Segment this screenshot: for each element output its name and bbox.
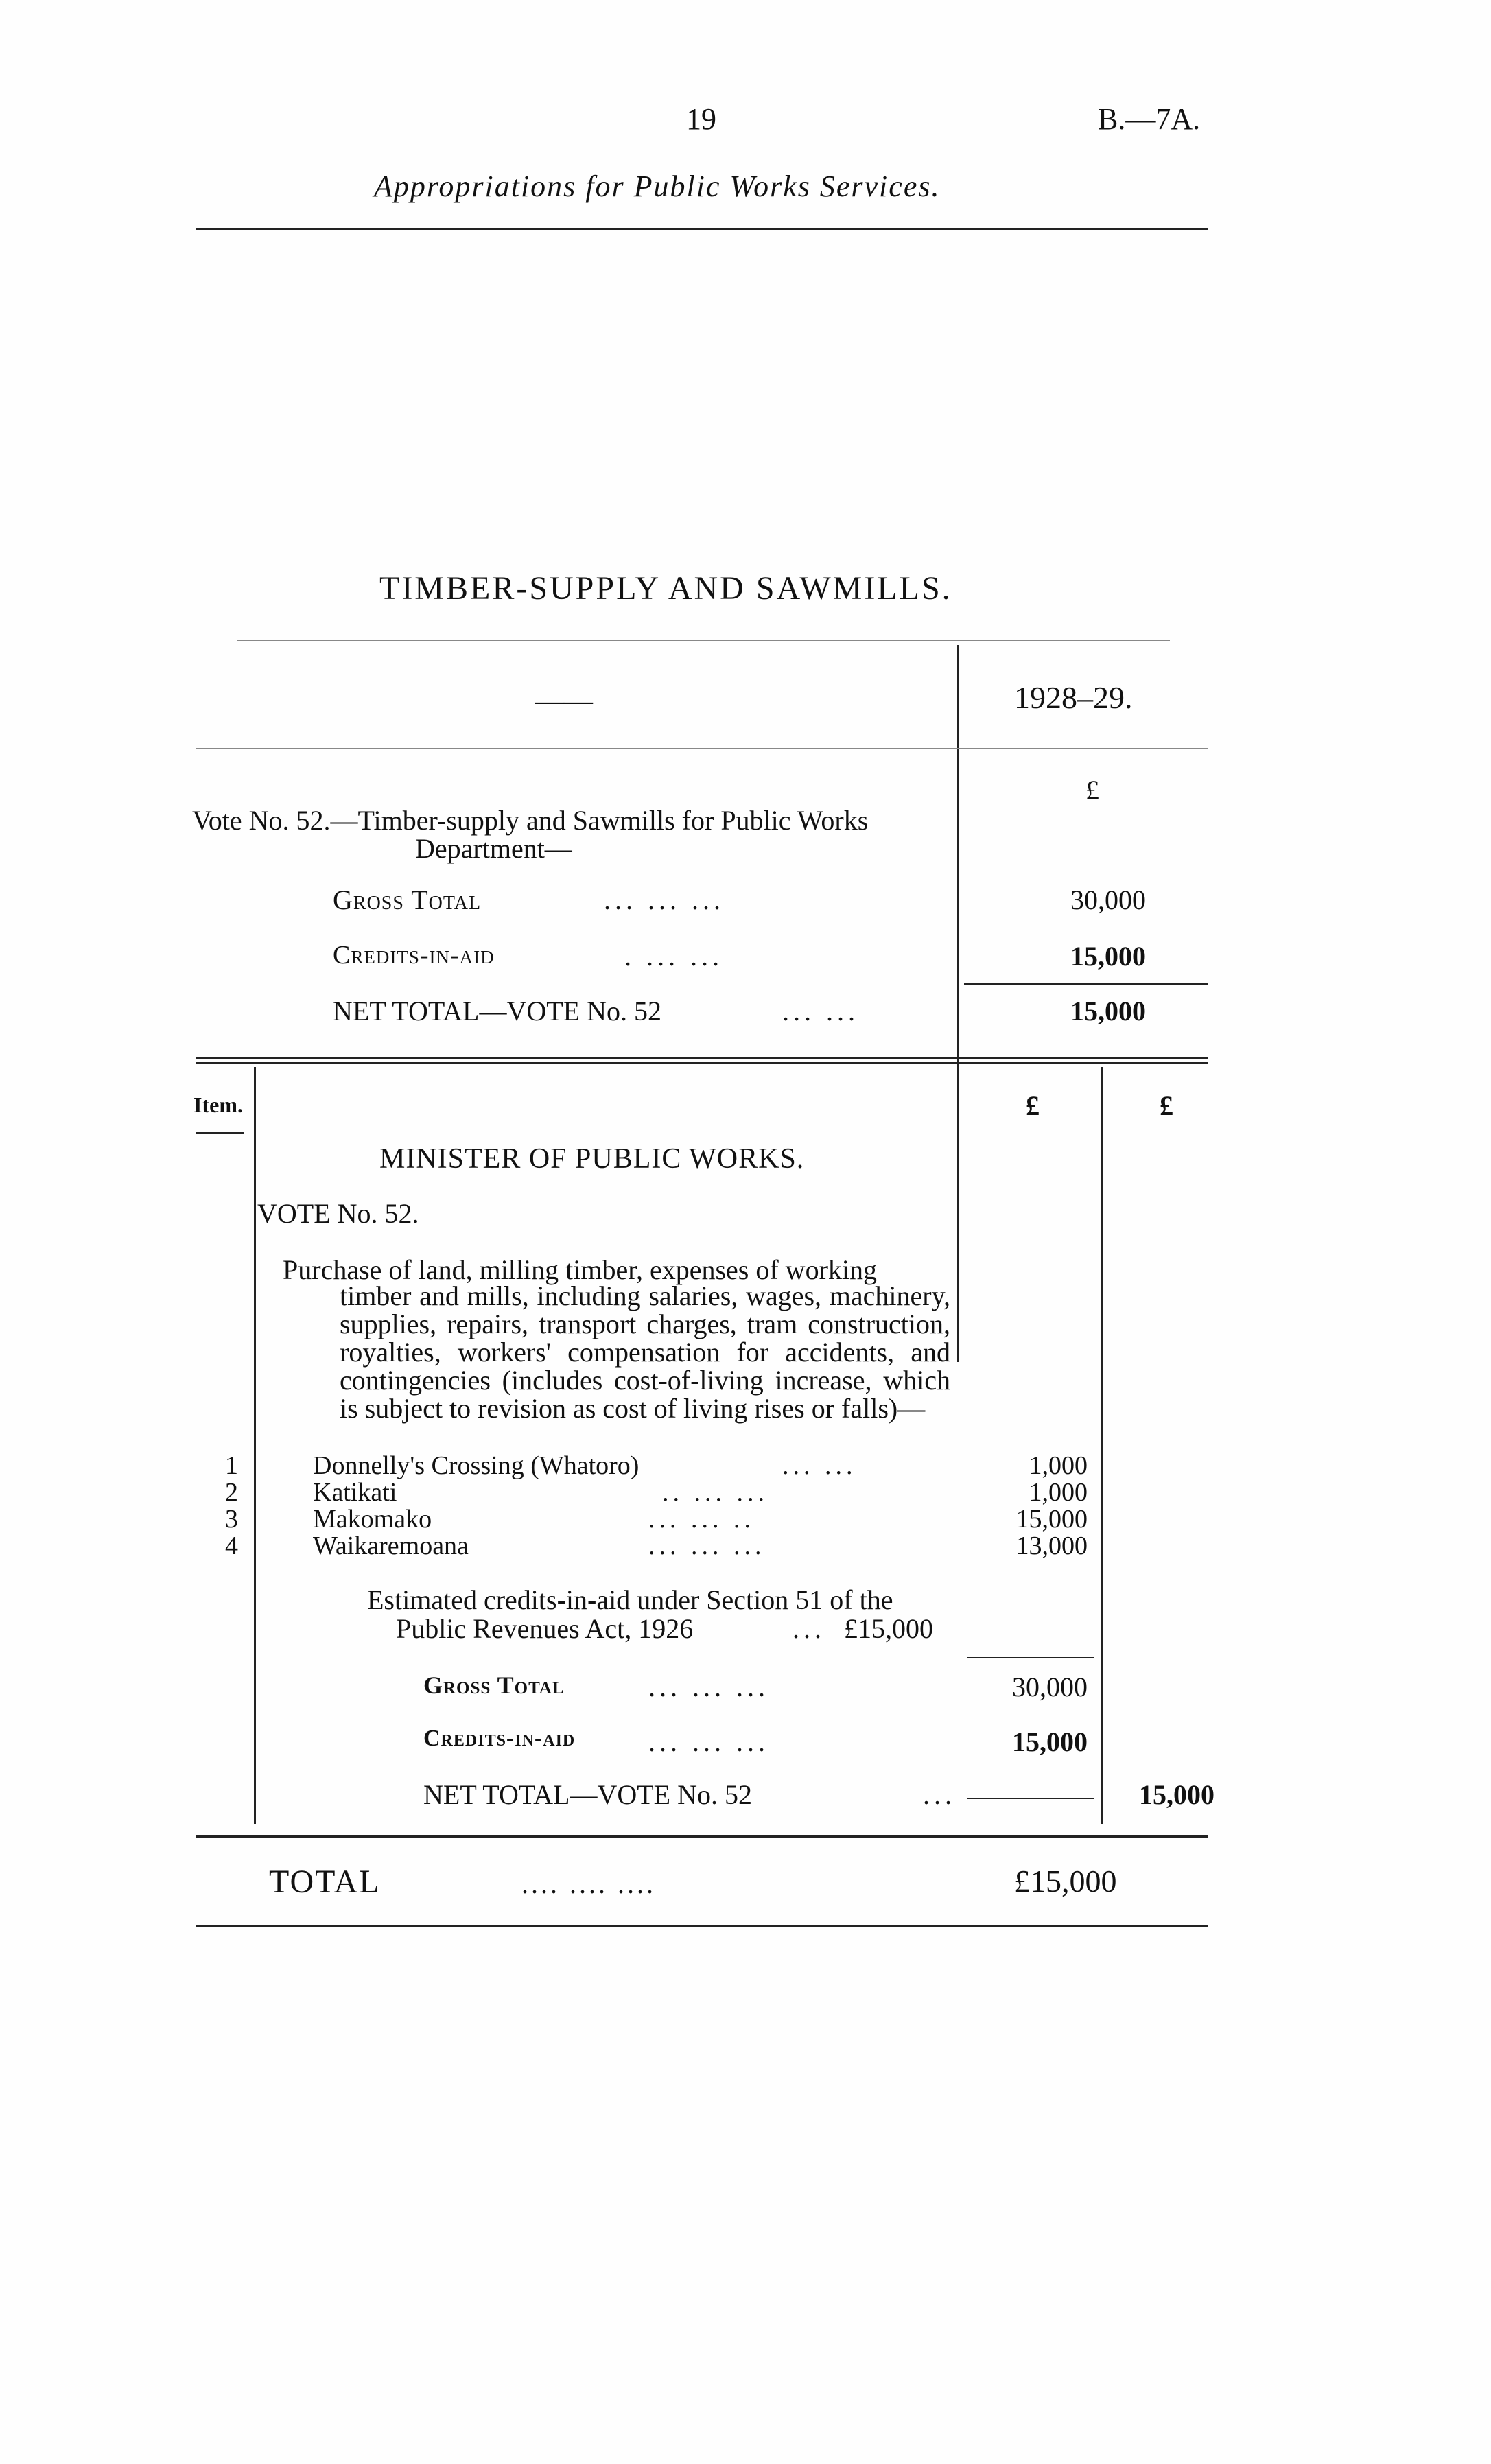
grand-total-dots: .... .... .... [521,1868,656,1899]
detail-currency-col1: £ [1026,1090,1040,1121]
summary-net-total-value: 15,000 [1070,996,1146,1026]
detail-currency-col2: £ [1160,1090,1173,1121]
grand-total-rule [196,1925,1208,1927]
detail-net-total-dash [967,1798,1094,1799]
detail-credits-dots: ... ... ... [648,1726,769,1757]
item-value: 15,000 [1015,1505,1088,1534]
credits-note-line2: Public Revenues Act, 1926 [396,1613,694,1644]
detail-net-total-label: NET TOTAL—VOTE No. 52 [423,1779,752,1810]
document-code: B.—7A. [1098,102,1201,136]
item-name: Donnelly's Crossing (Whatoro) [313,1451,639,1480]
summary-heading-rule [196,748,1208,749]
summary-subtotal-rule [964,983,1208,985]
item-name: Katikati [313,1478,397,1507]
detail-subtotal-rule [967,1657,1094,1658]
credits-note-line1: Estimated credits-in-aid under Section 51 of the [367,1584,893,1615]
summary-credits-value: 15,000 [1070,941,1146,972]
item-dots: ... ... .. [648,1505,755,1534]
item-value: 1,000 [1029,1451,1088,1480]
summary-year-heading: 1928–29. [1014,680,1133,715]
summary-credits-label: Credits-in-aid [333,941,495,970]
detail-credits-label: Credits-in-aid [423,1726,576,1751]
detail-gross-total-value: 30,000 [1012,1671,1088,1702]
vote-label: Vote No. 52.—Timber-supply and Sawmills for Public Works [192,805,869,836]
vote-label-cont: Department— [415,833,572,864]
item-value: 1,000 [1029,1478,1088,1507]
vote-heading: VOTE No. 52. [257,1198,419,1229]
description-first-line: Purchase of land, milling timber, expenses of working [283,1254,877,1285]
item-dots: ... ... ... [648,1532,766,1560]
summary-net-total-label: NET TOTAL—VOTE No. 52 [333,996,661,1026]
summary-credits-dots: . ... ... [624,941,723,972]
page-number: 19 [686,102,716,136]
detail-top-rule-2 [196,1062,1208,1064]
detail-bottom-rule [196,1835,1208,1838]
detail-credits-value: 15,000 [1012,1726,1088,1757]
summary-net-total-dots: ... ... [782,996,859,1026]
item-name: Makomako [313,1505,432,1534]
summary-gross-total-label: Gross Total [333,884,482,915]
credits-note-amount: £15,000 [844,1613,933,1644]
description-text: timber and mills, including salaries, wages, machinery, supplies, repairs, transport charges, tram construction, royalties, workers' compensation for accidents, and contingencies (includes cost-of-living increase, which is subject to revision as cost of living rises or falls)— [340,1280,950,1424]
item-dots: .. ... ... [662,1478,768,1507]
item-column-divider [254,1067,256,1824]
item-name: Waikaremoana [313,1532,469,1560]
item-number: 1 [225,1451,238,1480]
item-heading-rule [196,1132,244,1134]
detail-net-total-value: 15,000 [1139,1779,1214,1810]
item-number: 2 [225,1478,238,1507]
running-title: Appropriations for Public Works Services. [374,169,941,203]
pound-column-divider [1101,1067,1103,1824]
summary-gross-total-value: 30,000 [1070,884,1146,915]
summary-column-divider [957,645,959,1362]
header-rule [196,228,1208,230]
grand-total-value: £15,000 [1014,1864,1117,1899]
summary-top-rule [237,640,1170,641]
summary-blank-heading: —— [535,685,593,717]
credits-note-dots: ... [793,1613,825,1644]
detail-top-rule [196,1057,1208,1059]
item-number: 4 [225,1532,238,1560]
detail-gross-total-dots: ... ... ... [648,1671,769,1702]
item-value: 13,000 [1015,1532,1088,1560]
grand-total-label: TOTAL [269,1864,381,1900]
summary-currency: £ [1085,775,1099,806]
detail-gross-total-label: Gross Total [423,1671,565,1699]
section-title: TIMBER-SUPPLY AND SAWMILLS. [379,570,952,607]
summary-gross-total-dots: ... ... ... [604,884,725,915]
item-dots: ... ... [782,1451,857,1480]
item-number: 3 [225,1505,238,1534]
item-heading: Item. [193,1092,243,1117]
detail-net-total-dots: ... [923,1779,956,1810]
minister-heading: MINISTER OF PUBLIC WORKS. [379,1143,805,1175]
